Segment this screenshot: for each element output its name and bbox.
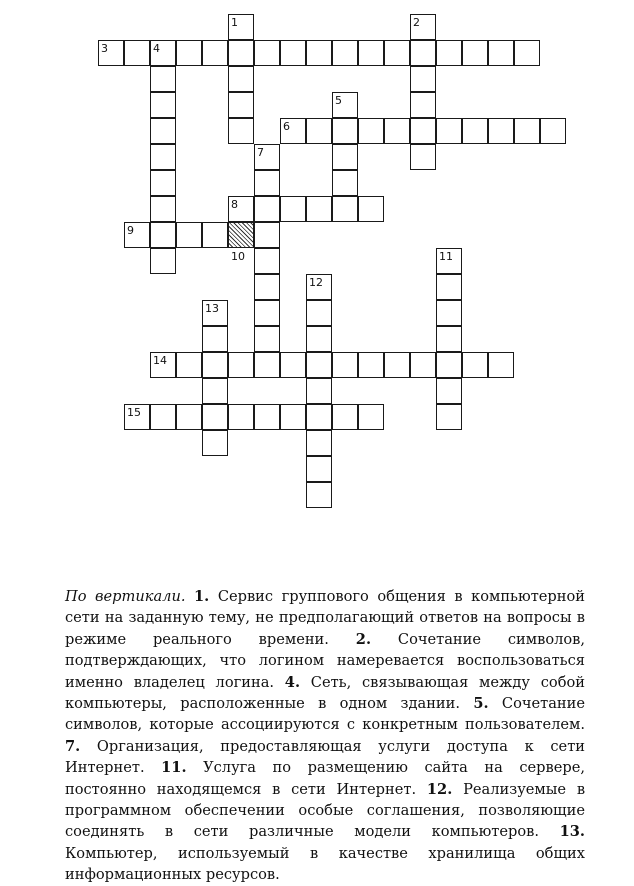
grid-cell (254, 300, 280, 326)
grid-cell (228, 40, 254, 66)
grid-cell (202, 404, 228, 430)
grid-cell (202, 430, 228, 456)
clue-number: 5. (473, 695, 489, 713)
grid-cell (254, 404, 280, 430)
grid-cell (332, 170, 358, 196)
hatched-cell (228, 222, 254, 248)
grid-cell (254, 170, 280, 196)
grid-cell (306, 404, 332, 430)
clue-text: Сочетание символов, которые ассоциируются с конкретным пользователем. (65, 695, 586, 734)
clue-number: 13. (559, 823, 586, 841)
clue-number-label: 14 (153, 354, 167, 367)
clue-number-label: 7 (257, 146, 264, 159)
grid-cell (150, 118, 176, 144)
clue-number-label: 12 (309, 276, 323, 289)
grid-cell (202, 326, 228, 352)
grid-cell (436, 274, 462, 300)
clue-text: Услуга по размещению сайта на сервере, постоянно находящемся в сети Интернет. (65, 759, 585, 798)
grid-cell (488, 118, 514, 144)
clue-number-label: 1 (231, 16, 238, 29)
clue-text: Компьютер, используемый в качестве хранилища общих информационных ресурсов. (65, 844, 585, 884)
grid-cell (306, 300, 332, 326)
grid-cell (202, 352, 228, 378)
grid-cell (150, 66, 176, 92)
clue-number-label: 13 (205, 302, 219, 315)
grid-cell (306, 196, 332, 222)
clue-text: Сервис группового общения в компьютерной сети на заданную тему, не предполагающий ответов на вопросы в режиме реального времени. (65, 588, 586, 648)
clue-number: 11. (161, 759, 187, 777)
grid-cell (280, 404, 306, 430)
grid-cell (280, 196, 306, 222)
grid-cell (202, 40, 228, 66)
grid-cell (176, 404, 202, 430)
clue-number-label: 6 (283, 120, 290, 133)
grid-cell (358, 40, 384, 66)
grid-cell (228, 92, 254, 118)
grid-cell (306, 482, 332, 508)
grid-cell (462, 118, 488, 144)
grid-cell (150, 170, 176, 196)
grid-cell (306, 456, 332, 482)
grid-cell (150, 222, 176, 248)
grid-cell (358, 118, 384, 144)
grid-cell (202, 222, 228, 248)
grid-cell (202, 378, 228, 404)
grid-cell (332, 196, 358, 222)
grid-cell (462, 352, 488, 378)
clue-text: Организация, предоставляющая услуги доступа к сети Интернет. (65, 737, 585, 777)
grid-cell (150, 248, 176, 274)
grid-cell (436, 118, 462, 144)
grid-cell (150, 404, 176, 430)
grid-cell (540, 118, 566, 144)
clue-text: Сеть, связывающая между собой компьютеры, расположенные в одном здании. (65, 673, 586, 713)
grid-cell (436, 300, 462, 326)
clue-number-label: 2 (413, 16, 420, 29)
grid-cell (410, 118, 436, 144)
grid-cell (176, 222, 202, 248)
grid-cell (306, 352, 332, 378)
clue-text: Сочетание символов, подтверждающих, что логином намеревается воспользоваться именно владелец логина. (65, 630, 586, 691)
grid-cell (254, 222, 280, 248)
clue-number-label: 11 (439, 250, 453, 263)
grid-cell (306, 40, 332, 66)
grid-cell (306, 326, 332, 352)
clue-number: 4. (284, 673, 301, 691)
grid-cell (254, 326, 280, 352)
grid-cell (228, 66, 254, 92)
grid-cell (124, 40, 150, 66)
grid-cell (228, 118, 254, 144)
grid-cell (176, 40, 202, 66)
grid-cell (384, 40, 410, 66)
grid-cell (358, 352, 384, 378)
clue-number-label: 9 (127, 224, 134, 237)
clue-number-label: 8 (231, 198, 238, 211)
grid-cell (410, 144, 436, 170)
grid-cell (358, 404, 384, 430)
grid-cell (488, 352, 514, 378)
grid-cell (410, 66, 436, 92)
grid-cell (332, 118, 358, 144)
clue-number-label: 3 (101, 42, 108, 55)
clue-number-label: 15 (127, 406, 141, 419)
grid-cell (254, 274, 280, 300)
grid-cell (228, 404, 254, 430)
grid-cell (410, 352, 436, 378)
grid-cell (384, 352, 410, 378)
grid-cell (410, 92, 436, 118)
clue-number: 2. (355, 630, 372, 648)
grid-cell (462, 40, 488, 66)
grid-cell (332, 352, 358, 378)
grid-cell (410, 40, 436, 66)
clue-number: 12. (426, 780, 453, 798)
grid-cell (436, 40, 462, 66)
clues-header: По вертикали. (65, 588, 186, 605)
grid-cell (436, 326, 462, 352)
clues-section (65, 586, 585, 886)
grid-cell (436, 352, 462, 378)
grid-cell (332, 144, 358, 170)
grid-cell (280, 40, 306, 66)
grid-cell (254, 196, 280, 222)
clue-number: 7. (65, 737, 81, 755)
grid-cell (358, 196, 384, 222)
grid-cell (176, 352, 202, 378)
grid-cell (306, 430, 332, 456)
clue-number: 1. (194, 588, 210, 605)
clue-number-label: 4 (153, 42, 160, 55)
grid-cell (150, 92, 176, 118)
grid-cell (150, 144, 176, 170)
grid-cell (332, 404, 358, 430)
grid-cell (436, 378, 462, 404)
grid-cell (488, 40, 514, 66)
grid-cell (228, 352, 254, 378)
grid-cell (254, 40, 280, 66)
grid-cell (436, 404, 462, 430)
grid-cell (306, 118, 332, 144)
grid-cell (254, 248, 280, 274)
grid-cell (306, 378, 332, 404)
clue-number-label: 10 (231, 250, 245, 263)
grid-cell (150, 196, 176, 222)
grid-cell (384, 118, 410, 144)
clue-text: Реализуемые в программном обеспечении особые соглашения, позволяющие соединять в сети различные модели компьютеров. (65, 780, 586, 841)
clue-number-label: 5 (335, 94, 342, 107)
grid-cell (254, 352, 280, 378)
grid-cell (514, 118, 540, 144)
grid-cell (332, 40, 358, 66)
grid-cell (280, 352, 306, 378)
grid-cell (514, 40, 540, 66)
